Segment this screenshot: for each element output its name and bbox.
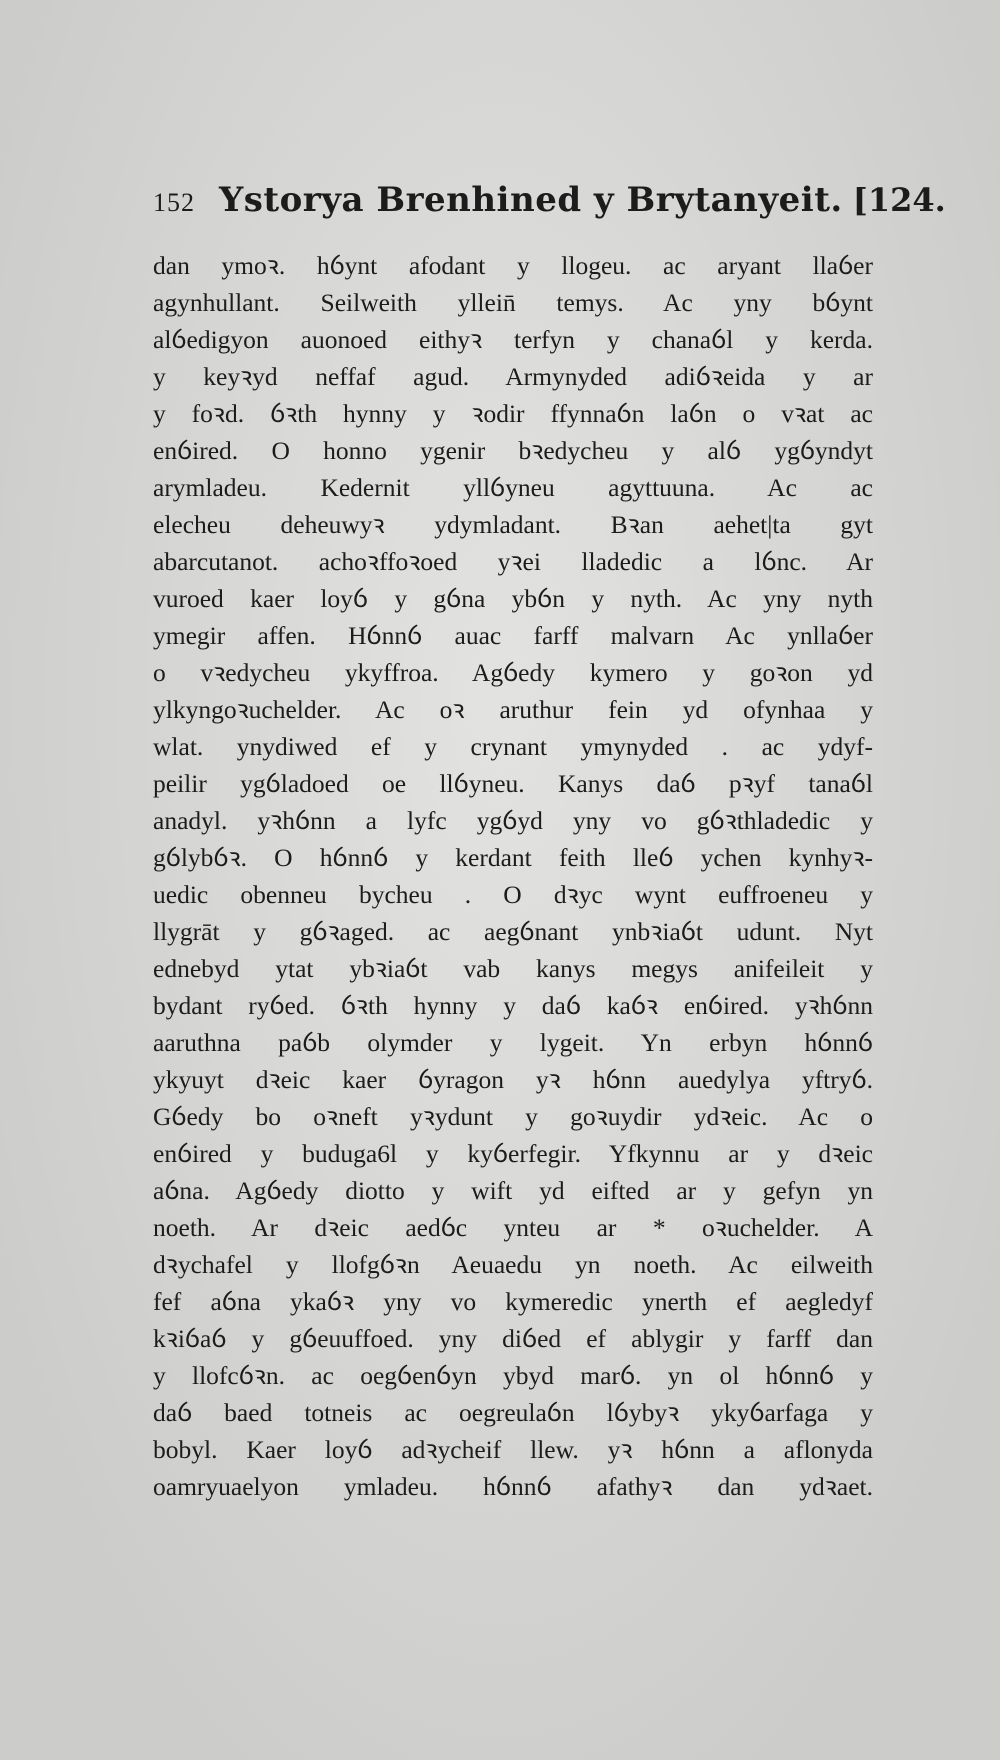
text-line: ylkyngoꝛuchelder. Ac oꝛ aruthur fein yd ofynhaa y: [153, 695, 873, 724]
text-line: enỽired y buduga6l y kyỽerfegir. Yfkynnu ar y dꝛeic: [153, 1139, 873, 1168]
text-line: ednebyd ytat ybꝛiaỽt vab kanys megys anifeileit y: [153, 954, 873, 983]
text-line: peilir ygỽladoed oe llỽyneu. Kanys daỽ pꝛyf tanaỽl: [153, 769, 873, 798]
text-line: agynhullant. Seilweith yllein̄ temys. Ac yny bỽynt: [153, 288, 873, 317]
text-line: dan ymoꝛ. hỽynt afodant y llogeu. ac aryant llaỽer: [153, 251, 873, 280]
text-line: aaruthna paỽb olymder y lygeit. Yn erbyn hỽnnỽ: [153, 1028, 873, 1057]
text-line: wlat. ynydiwed ef y crynant ymynyded . ac ydyf-: [153, 732, 873, 761]
text-line: dꝛychafel y llofgỽꝛn Aeuaedu yn noeth. Ac eilweith: [153, 1250, 873, 1279]
text-line: Gỽedy bo oꝛneft yꝛydunt y goꝛuydir ydꝛeic. Ac o: [153, 1102, 873, 1131]
text-line: ykyuyt dꝛeic kaer ỽyragon yꝛ hỽnn auedylya yftryỽ.: [153, 1065, 873, 1094]
body-text: [153, 247, 873, 1505]
text-line: noeth. Ar dꝛeic aedỽc ynteu ar * oꝛuchelder. A: [153, 1213, 873, 1242]
text-line: bydant ryỽed. ỽꝛth hynny y daỽ kaỽꝛ enỽired. yꝛhỽnn: [153, 991, 873, 1020]
text-line: alỽedigyon auonoed eithyꝛ terfyn y chanaỽl y kerda.: [153, 325, 873, 354]
text-line: o vꝛedycheu ykyffroa. Agỽedy kymero y goꝛon yd: [153, 658, 873, 687]
text-line: aỽna. Agỽedy diotto y wift yd eifted ar y gefyn yn: [153, 1176, 873, 1205]
text-line: bobyl. Kaer loyỽ adꝛycheif llew. yꝛ hỽnn a aflonyda: [153, 1435, 873, 1464]
text-line: y llofcỽꝛn. ac oegỽenỽyn ybyd marỽ. yn ol hỽnnỽ y: [153, 1361, 873, 1390]
text-line: y foꝛd. ỽꝛth hynny y ꝛodir ffynnaỽn laỽn o vꝛat ac: [153, 399, 873, 428]
running-title: Ystorya Brenhined y Brytanyeit.: [219, 180, 843, 220]
text-line: gỽlybỽꝛ. O hỽnnỽ y kerdant feith lleỽ ychen kynhyꝛ-: [153, 843, 873, 872]
section-reference: [124.: [852, 181, 946, 219]
text-line: elecheu deheuwyꝛ ydymladant. Bꝛan aehet|ta gyt: [153, 510, 873, 539]
text-line: fef aỽna ykaỽꝛ yny vo kymeredic ynerth ef aegledyf: [153, 1287, 873, 1316]
text-line: enỽired. O honno ygenir bꝛedycheu y alỽ ygỽyndyt: [153, 436, 873, 465]
text-line: kꝛiỽaỽ y gỽeuuffoed. yny diỽed ef ablygir y farff dan: [153, 1324, 873, 1353]
text-line: y keyꝛyd neffaf agud. Armynyded adiỽꝛeida y ar: [153, 362, 873, 391]
text-line: daỽ baed totneis ac oegreulaỽn lỽybyꝛ ykyỽarfaga y: [153, 1398, 873, 1427]
text-line: uedic obenneu bycheu . O dꝛyc wynt euffroeneu y: [153, 880, 873, 909]
text-line: ymegir affen. Hỽnnỽ auac farff malvarn Ac ynllaỽer: [153, 621, 873, 650]
text-line: vuroed kaer loyỽ y gỽna ybỽn y nyth. Ac yny nyth: [153, 584, 873, 613]
page-header: [153, 180, 946, 230]
text-line: anadyl. yꝛhỽnn a lyfc ygỽyd yny vo gỽꝛthladedic y: [153, 806, 873, 835]
text-line: abarcutanot. achoꝛffoꝛoed yꝛei lladedic a lỽnc. Ar: [153, 547, 873, 576]
text-line: oamryuaelyon ymladeu. hỽnnỽ afathyꝛ dan ydꝛaet.: [153, 1472, 873, 1501]
text-line: arymladeu. Kedernit yllỽyneu agyttuuna. Ac ac: [153, 473, 873, 502]
text-line: llygrāt y gỽꝛaged. ac aegỽnant ynbꝛiaỽt udunt. Nyt: [153, 917, 873, 946]
page-number: 152: [153, 188, 195, 217]
